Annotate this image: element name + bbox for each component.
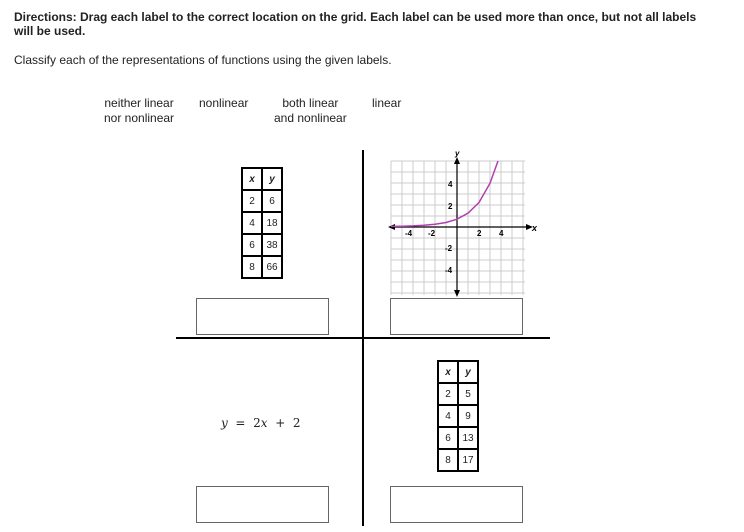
function-graph <box>387 150 537 298</box>
instruction-text: Classify each of the representations of functions using the given labels. <box>14 53 392 67</box>
table-cell: 2 <box>242 190 262 212</box>
drop-box-top-right[interactable] <box>390 298 523 335</box>
x-tick-label: -4 <box>405 229 413 238</box>
table-row <box>242 256 282 278</box>
equation-plus: + <box>275 416 286 430</box>
x-tick-label: 2 <box>477 229 482 238</box>
drop-box-top-left[interactable] <box>196 298 329 335</box>
table-cell: 6 <box>438 427 458 449</box>
table-row <box>242 212 282 234</box>
label-line: and nonlinear <box>274 111 347 125</box>
table-header-x: x <box>242 168 262 190</box>
label-nonlinear[interactable]: nonlinear <box>199 96 249 110</box>
table-header-x: x <box>438 361 458 383</box>
label-line: both linear <box>282 96 339 110</box>
table-bottom-right <box>437 360 479 472</box>
table-cell: 66 <box>262 256 282 278</box>
directions-text: Directions: Drag each label to the correct location on the grid. Each label can be used more than once, but not all labels will be used. <box>14 10 697 38</box>
x-tick-label: 4 <box>499 229 504 238</box>
equation <box>221 416 301 430</box>
graph-grid <box>391 161 525 295</box>
table-cell: 9 <box>458 405 478 427</box>
table-cell: 4 <box>438 405 458 427</box>
label-linear[interactable]: linear <box>372 96 402 110</box>
equation-equals: = <box>235 416 246 430</box>
table-cell: 13 <box>458 427 478 449</box>
table-cell: 5 <box>458 383 478 405</box>
table-cell: 8 <box>438 449 458 471</box>
graph-axes <box>391 160 529 294</box>
y-tick-label: 4 <box>448 180 453 189</box>
y-tick-label: -2 <box>445 244 453 253</box>
y-axis-label: y <box>455 150 460 158</box>
table-cell: 2 <box>438 383 458 405</box>
equation-variable: x <box>260 416 268 430</box>
table-cell: 4 <box>242 212 262 234</box>
table-cell: 17 <box>458 449 478 471</box>
table-cell: 6 <box>262 190 282 212</box>
table-row <box>438 449 478 471</box>
label-line: neither linear <box>104 96 174 110</box>
label-both-linear-and-nonlinear[interactable] <box>274 96 347 126</box>
table-row <box>242 234 282 256</box>
x-axis-label: x <box>532 223 537 233</box>
table-row <box>438 405 478 427</box>
table-header-y: y <box>458 361 478 383</box>
drop-box-bottom-right[interactable] <box>390 486 523 523</box>
label-line: nor nonlinear <box>104 111 175 125</box>
label-neither-linear-nor-nonlinear[interactable] <box>104 96 174 126</box>
y-tick-label: -4 <box>445 266 453 275</box>
table-cell: 18 <box>262 212 282 234</box>
table-header-y: y <box>262 168 282 190</box>
table-cell: 8 <box>242 256 262 278</box>
equation-coefficient: 2 <box>253 416 261 430</box>
table-row <box>438 427 478 449</box>
y-tick-label: 2 <box>448 202 453 211</box>
equation-lhs: y <box>221 416 228 430</box>
drop-box-bottom-left[interactable] <box>196 486 329 523</box>
grid-horizontal-divider <box>176 337 550 339</box>
table-top-left <box>241 167 283 279</box>
table-row <box>438 383 478 405</box>
table-row <box>242 190 282 212</box>
equation-constant: 2 <box>292 416 301 430</box>
x-tick-label: -2 <box>428 229 436 238</box>
table-cell: 38 <box>262 234 282 256</box>
table-cell: 6 <box>242 234 262 256</box>
